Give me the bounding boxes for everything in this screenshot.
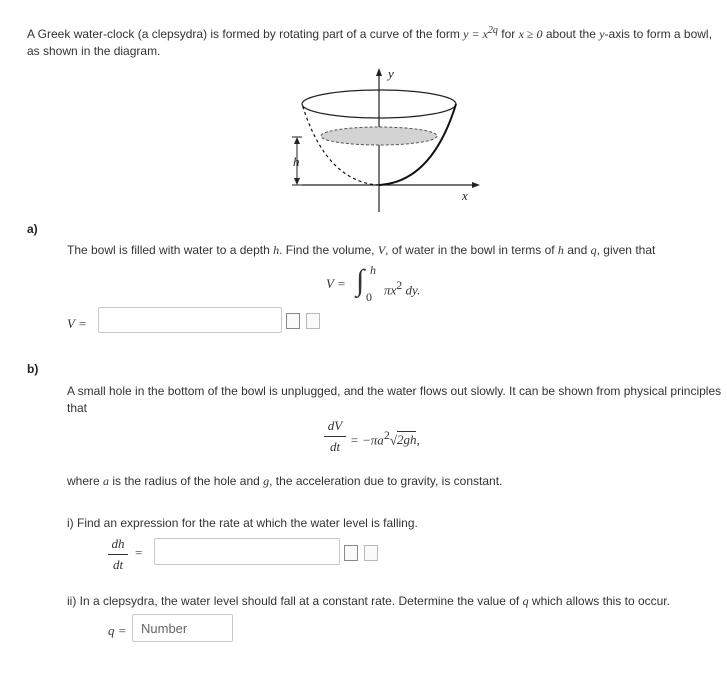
equation-editor-icon-2[interactable]: [344, 545, 358, 561]
part-a-text-5: , given that: [596, 243, 656, 257]
preview-icon[interactable]: [306, 313, 320, 329]
dh-dt-fraction: [108, 536, 128, 573]
y-label: y: [388, 66, 394, 81]
volume-answer-input[interactable]: [98, 307, 282, 333]
var-g: g: [263, 474, 270, 488]
where-text-1: where: [67, 474, 104, 488]
ii-text-1: ii) In a clepsydra, the water level should fall at a constant rate. Determine the value of: [67, 594, 523, 608]
rhs-exponent: 2: [383, 428, 390, 442]
integrand-dy: dy.: [405, 282, 421, 298]
integral-sign: ∫: [356, 264, 365, 297]
q-answer-label: q =: [108, 623, 127, 638]
rhs-base: = −πa: [350, 432, 384, 448]
subpart-ii-prompt: [67, 594, 717, 609]
h-arrow-down: [294, 178, 300, 185]
var-V: V: [377, 243, 386, 257]
subpart-i-prompt: i) Find an expression for the rate at which the water level is falling.: [67, 516, 418, 530]
x-axis-arrow: [472, 182, 480, 188]
equation-editor-icon[interactable]: [286, 313, 300, 329]
integral-lower: 0: [366, 290, 372, 304]
rhs-comma: ,: [416, 432, 420, 448]
q-number-input[interactable]: Number: [132, 614, 233, 642]
intro-text: A Greek water-clock (a clepsydra) is formed by rotating part of a curve of the form: [27, 27, 464, 41]
var-q-2: q: [522, 594, 529, 608]
part-a-text-4: and: [563, 243, 591, 257]
curve-exponent: 2q: [487, 25, 498, 36]
fraction-bar-2: [108, 554, 128, 555]
dt-denominator-2: dt: [112, 557, 124, 572]
fraction-bar: [324, 436, 346, 437]
var-h: h: [273, 243, 280, 257]
ii-text-2: which allows this to occur.: [528, 594, 670, 608]
y-axis-arrow: [376, 68, 382, 76]
preview-icon-2[interactable]: [364, 545, 378, 561]
x-label: x: [462, 188, 468, 203]
where-text: [67, 474, 502, 489]
rate-answer-input[interactable]: [154, 538, 340, 565]
var-h-2: h: [557, 243, 564, 257]
part-a-text: The bowl is filled with water to a depth: [67, 243, 274, 257]
part-a-prompt: [67, 243, 717, 258]
part-b-prompt: A small hole in the bottom of the bowl is unplugged, and the water flows out slowly. It can be shown from physical principles that: [67, 384, 722, 415]
intro-text-about: about the: [542, 27, 600, 41]
part-a-text-3: , of water in the bowl in terms of: [385, 243, 558, 257]
dh-dt-equals: =: [135, 545, 143, 560]
part-a-label: a): [27, 222, 38, 236]
dt-denominator: dt: [329, 439, 341, 454]
condition-expression: x ≥ 0: [518, 27, 543, 41]
curve-expression: y = x: [463, 27, 488, 41]
formula-lhs: V =: [326, 276, 346, 291]
where-text-3: , the acceleration due to gravity, is constant.: [269, 474, 503, 488]
dv-dt-fraction: [324, 418, 346, 455]
bowl-diagram: [280, 62, 500, 214]
axis-name: y: [599, 27, 605, 41]
answer-v-label: V =: [67, 316, 87, 331]
dv-numerator: dV: [327, 418, 343, 433]
integrand-base: πx: [384, 282, 397, 298]
intro-text-end: -axis to form a bowl, as shown in the diagram.: [27, 27, 712, 58]
sqrt-content: 2gh: [396, 432, 417, 448]
h-arrow-up: [294, 137, 300, 144]
var-q: q: [590, 243, 597, 257]
integrand-exponent: 2: [396, 278, 403, 292]
dv-dt-rhs: [350, 428, 420, 448]
part-a-text-2: . Find the volume,: [279, 243, 378, 257]
integral-upper: h: [370, 263, 376, 277]
sqrt-sign: √: [389, 432, 397, 448]
problem-intro: [27, 22, 717, 60]
var-a: a: [103, 474, 110, 488]
water-surface: [321, 127, 437, 145]
dh-numerator: dh: [111, 536, 125, 551]
h-label: h: [293, 154, 300, 169]
integrand: [384, 278, 420, 298]
where-text-2: is the radius of the hole and: [109, 474, 264, 488]
intro-text-for: for: [497, 27, 519, 41]
part-b-label: b): [27, 362, 39, 376]
